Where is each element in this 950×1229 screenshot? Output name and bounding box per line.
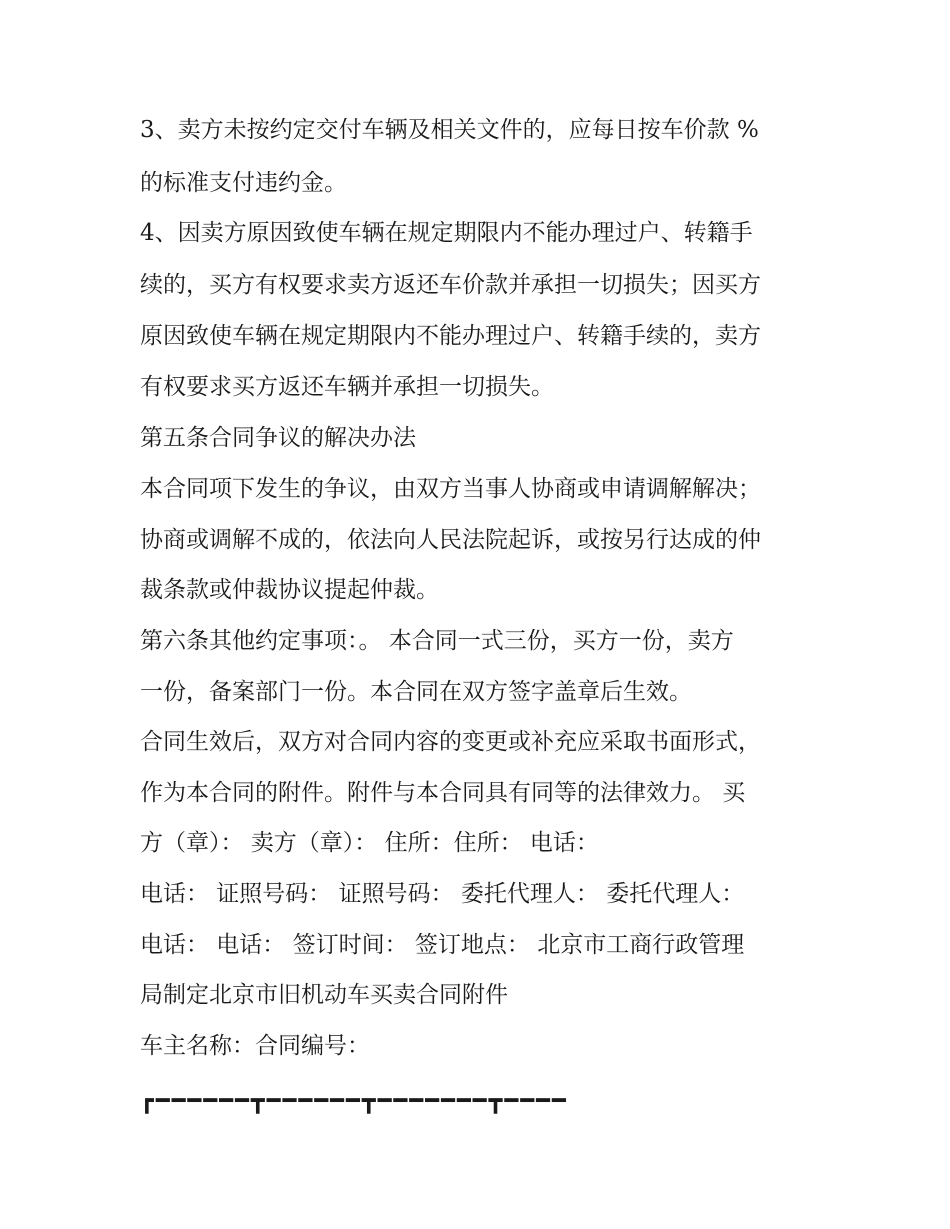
text-line-6: 有权要求买方返还车辆并承担一切损失。 — [140, 374, 554, 400]
signature-line-2: 电话： 证照号码： 证照号码： 委托代理人： 委托代理人： — [140, 881, 745, 907]
signature-line-3: 电话： 电话： 签订时间： 签订地点： 北京市工商行政管理 — [140, 932, 745, 958]
text-line-2: 的标准支付违约金。 — [140, 170, 347, 196]
section-heading-5: 第五条合同争议的解决办法 — [140, 425, 416, 451]
table-top-border: ┏━━━━━━┳━━━━━━┳━━━━━━━┳━━━━ — [140, 1088, 568, 1114]
text-line-5: 原因致使车辆在规定期限内不能办理过户、转籍手续的，卖方 — [140, 323, 761, 349]
owner-contract-line: 车主名称：合同编号： — [140, 1033, 370, 1059]
text-line-10: 裁条款或仲裁协议提起仲裁。 — [140, 577, 439, 603]
text-line-9: 协商或调解不成的，依法向人民法院起诉，或按另行达成的仲 — [140, 527, 761, 553]
text-line-8: 本合同项下发生的争议，由双方当事人协商或申请调解解决； — [140, 476, 761, 502]
section-heading-6: 第六条其他约定事项：。 本合同一式三份，买方一份，卖方 — [140, 628, 734, 654]
text-line-12: 一份，备案部门一份。本合同在双方签字盖章后生效。 — [140, 679, 692, 705]
text-line-13: 合同生效后，双方对合同内容的变更或补充应采取书面形式， — [140, 729, 761, 755]
text-line-3: 4、因卖方原因致使车辆在规定期限内不能办理过户、转籍手 — [140, 220, 753, 246]
signature-line-1: 方（章）： 卖方（章）： 住所：住所： 电话： — [140, 830, 599, 856]
text-line-4: 续的，买方有权要求卖方返还车价款并承担一切损失；因买方 — [140, 272, 761, 298]
text-line-1: 3、卖方未按约定交付车辆及相关文件的，应每日按车价款 % — [140, 117, 759, 143]
text-line-18: 局制定北京市旧机动车买卖合同附件 — [140, 982, 508, 1008]
text-line-14: 作为本合同的附件。附件与本合同具有同等的法律效力。 买 — [140, 780, 746, 806]
